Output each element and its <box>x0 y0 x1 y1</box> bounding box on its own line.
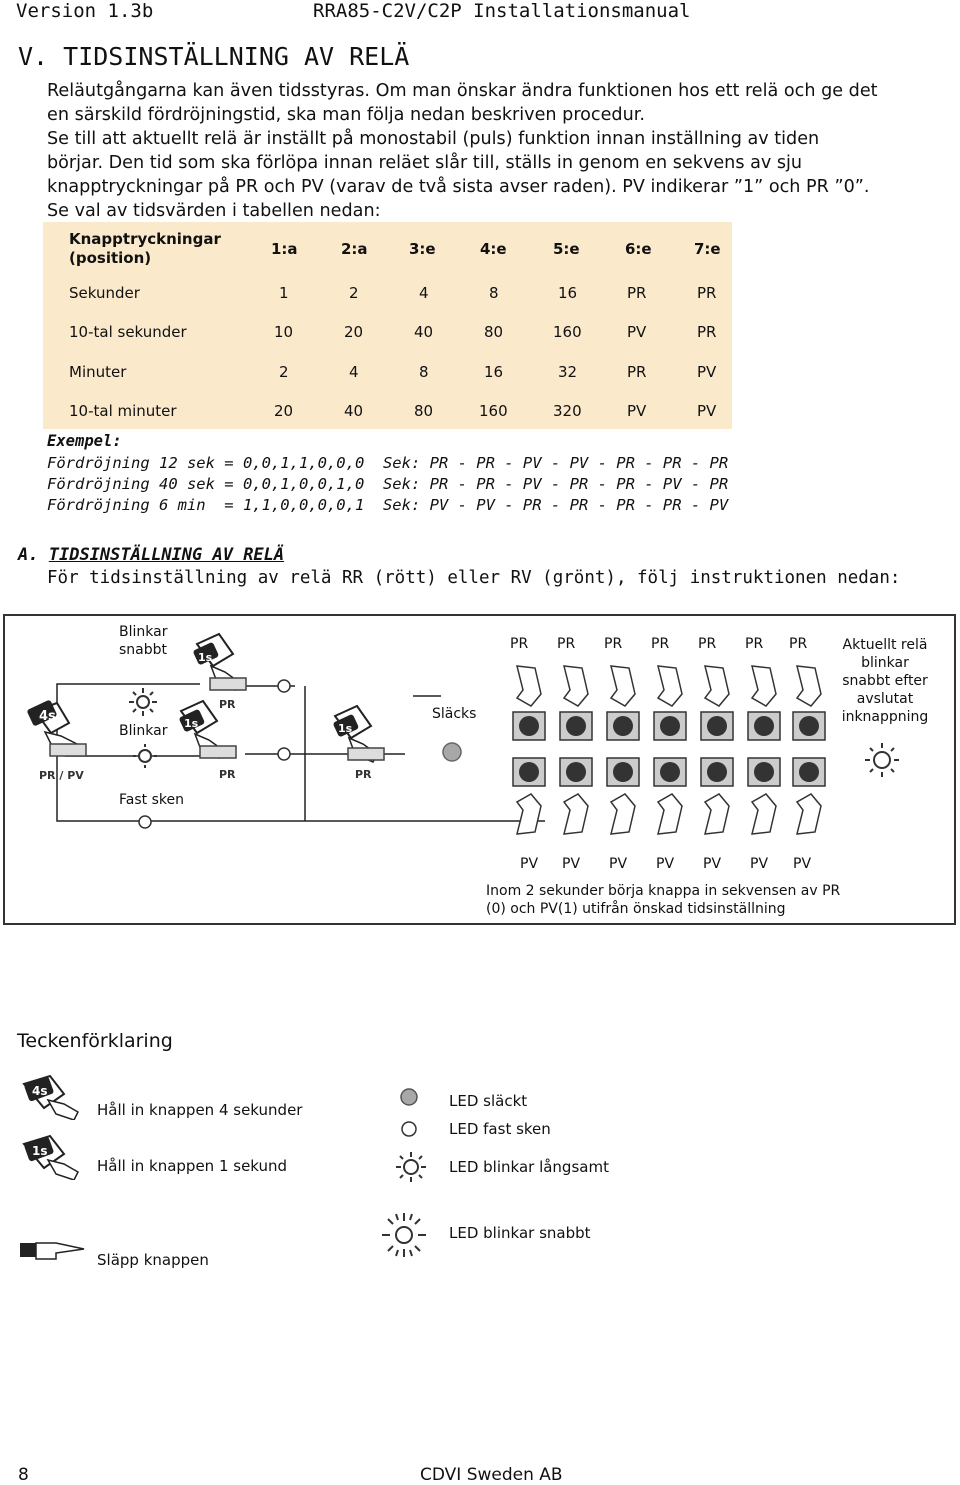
header-doc-title: RRA85-C2V/C2P Installationsmanual <box>313 0 691 22</box>
pr-key-sequence <box>513 666 825 740</box>
aktuellt-line: avslutat <box>856 691 914 707</box>
label-blinkar-snabbt: snabbt <box>119 642 168 658</box>
pr-label: PR <box>651 636 670 652</box>
table-cell: PR <box>627 284 647 302</box>
legend-led-slow: LED blinkar långsamt <box>449 1158 609 1176</box>
hold-1s-icon <box>18 1134 80 1180</box>
pv-label: PV <box>750 856 769 872</box>
legend-title: Teckenförklaring <box>17 1030 173 1052</box>
table-cell: 10 <box>274 323 294 341</box>
section-a-heading <box>18 545 284 565</box>
table-cell: PV <box>627 323 647 341</box>
section-title: V. TIDSINSTÄLLNING AV RELÄ <box>18 42 410 71</box>
table-cell: 8 <box>489 284 499 302</box>
table-col-header: 3:e <box>409 240 436 258</box>
table-cell: 32 <box>558 363 578 381</box>
key-pr-label: PR <box>355 768 372 781</box>
example-line: Fördröjning 12 sek = 0,0,1,1,0,0,0 Sek: PR - PR - PV - PV - PR - PR - PR <box>47 454 729 472</box>
release-hand-icon <box>18 1238 86 1264</box>
table-cell: PR <box>627 363 647 381</box>
table-row-label: 10-tal sekunder <box>69 323 187 341</box>
led-on-icon <box>278 680 290 692</box>
examples-heading: Exempel: <box>47 432 122 450</box>
led-off-icon <box>398 1086 422 1110</box>
pr-label: PR <box>557 636 576 652</box>
table-cell: PV <box>627 402 647 420</box>
key-pr-label: PR <box>219 768 236 781</box>
intro-line: Se till att aktuellt relä är inställt på monostabil (puls) funktion innan inställning av tiden <box>47 129 820 149</box>
table-cell: 80 <box>414 402 434 420</box>
intro-line: Reläutgångarna kan även tidsstyras. Om man önskar ändra funktionen hos ett relä och ge det <box>47 81 878 101</box>
example-line: Fördröjning 6 min = 1,1,0,0,0,0,1 Sek: PV - PV - PR - PR - PR - PR - PV <box>47 496 729 514</box>
aktuellt-line: snabbt efter <box>842 673 928 689</box>
table-cell: 16 <box>484 363 504 381</box>
key-pr-label: PR <box>219 698 236 711</box>
hand-1s-label: 1s <box>184 717 199 730</box>
pv-label: PV <box>562 856 581 872</box>
table-cell: 320 <box>553 402 582 420</box>
led-fast-blink-icon <box>865 743 899 777</box>
intro-line: Se val av tidsvärden i tabellen nedan: <box>47 201 381 221</box>
hand-4s-label: 4s <box>39 709 56 724</box>
led-slow-blink-icon <box>394 1150 428 1184</box>
section-a-subtitle: För tidsinställning av relä RR (rött) eller RV (grönt), följ instruktionen nedan: <box>47 568 901 588</box>
table-col-header: 2:a <box>341 240 368 258</box>
hand-4s-icon <box>26 699 86 756</box>
table-cell: 40 <box>344 402 364 420</box>
pr-label: PR <box>745 636 764 652</box>
pv-label: PV <box>656 856 675 872</box>
pr-label: PR <box>510 636 529 652</box>
led-fast-blink-icon <box>379 1210 429 1260</box>
table-cell: 20 <box>344 323 364 341</box>
label-slacks: Släcks <box>432 706 477 722</box>
table-cell: 2 <box>279 363 289 381</box>
aktuellt-line: blinkar <box>861 655 909 671</box>
table-cell: 8 <box>419 363 429 381</box>
pv-label: PV <box>520 856 539 872</box>
intro-line: en särskild fördröjningstid, ska man följa nedan beskriven procedur. <box>47 105 645 125</box>
section-a-prefix: A. <box>18 545 39 565</box>
table-cell: 16 <box>558 284 578 302</box>
pr-label: PR <box>604 636 623 652</box>
table-cell: 80 <box>484 323 504 341</box>
table-col-header: 4:e <box>480 240 507 258</box>
table-col-header: 6:e <box>625 240 652 258</box>
table-cell: 2 <box>349 284 359 302</box>
pv-label: PV <box>609 856 628 872</box>
hand-1s-label: 1s <box>338 722 353 735</box>
section-a-title: TIDSINSTÄLLNING AV RELÄ <box>48 545 285 565</box>
table-cell: 4 <box>419 284 429 302</box>
diagram-graphics <box>5 616 954 923</box>
table-cell: PR <box>697 323 717 341</box>
led-on-icon <box>398 1118 422 1142</box>
pv-label: PV <box>703 856 722 872</box>
table-row-label: 10-tal minuter <box>69 402 177 420</box>
intro-line: börjar. Den tid som ska förlöpa innan reläet slår till, ställs in genom en sekvens av sju <box>47 153 803 173</box>
table-cell: 20 <box>274 402 294 420</box>
table-cell: 160 <box>479 402 508 420</box>
label-blinkar-snabbt: Blinkar <box>119 624 168 640</box>
label-blinkar: Blinkar <box>119 723 168 739</box>
table-cell: PR <box>697 284 717 302</box>
legend-release: Släpp knappen <box>97 1251 209 1269</box>
led-on-icon <box>278 748 290 760</box>
pv-key-sequence <box>513 758 825 834</box>
procedure-diagram <box>3 614 956 925</box>
hold-1s-label: 1s <box>32 1144 48 1158</box>
instruction-line: (0) och PV(1) utifrån önskad tidsinställning <box>486 901 786 917</box>
label-fast-sken: Fast sken <box>119 792 184 808</box>
page-number: 8 <box>18 1465 29 1485</box>
pv-label: PV <box>793 856 812 872</box>
table-col-header: 5:e <box>553 240 580 258</box>
header-version: Version 1.3b <box>16 0 154 22</box>
led-off-icon <box>443 743 461 761</box>
legend-hold-4s: Håll in knappen 4 sekunder <box>97 1101 303 1119</box>
table-col-header: 1:a <box>271 240 298 258</box>
intro-paragraph <box>47 79 952 223</box>
table-cell: 4 <box>349 363 359 381</box>
hold-4s-label: 4s <box>32 1084 48 1098</box>
pr-label: PR <box>789 636 808 652</box>
table-cell: 1 <box>279 284 289 302</box>
table-cell: 40 <box>414 323 434 341</box>
table-header-sublabel: (position) <box>69 249 152 267</box>
table-cell: PV <box>697 402 717 420</box>
legend-led-fast: LED blinkar snabbt <box>449 1224 591 1242</box>
key-prpv-label: PR / PV <box>39 769 84 782</box>
table-row-label: Minuter <box>69 363 127 381</box>
time-table <box>43 222 732 429</box>
aktuellt-line: inknappning <box>841 709 929 725</box>
table-header-label: Knapptryckningar <box>69 230 221 248</box>
table-cell: PV <box>697 363 717 381</box>
led-fast-blink-icon <box>129 688 157 716</box>
intro-line: knapptryckningar på PR och PV (varav de två sista avser raden). PV indikerar ”1” och PR ”0”. <box>47 177 870 197</box>
aktuellt-line: Aktuellt relä <box>842 637 928 653</box>
legend-led-on: LED fast sken <box>449 1120 551 1138</box>
example-line: Fördröjning 40 sek = 0,0,1,0,0,1,0 Sek: PR - PR - PV - PR - PR - PV - PR <box>47 475 729 493</box>
instruction-line: Inom 2 sekunder börja knappa in sekvensen av PR <box>486 883 841 899</box>
led-on-icon <box>139 816 151 828</box>
table-col-header: 7:e <box>694 240 721 258</box>
legend-led-off: LED släckt <box>449 1092 528 1110</box>
hand-1s-label: 1s <box>198 651 213 664</box>
table-cell: 160 <box>553 323 582 341</box>
legend-hold-1s: Håll in knappen 1 sekund <box>97 1157 288 1175</box>
hold-4s-icon <box>18 1074 80 1120</box>
table-row-label: Sekunder <box>69 284 140 302</box>
footer-company: CDVI Sweden AB <box>420 1465 563 1485</box>
aktuellt-note <box>835 636 935 726</box>
pr-label: PR <box>698 636 717 652</box>
